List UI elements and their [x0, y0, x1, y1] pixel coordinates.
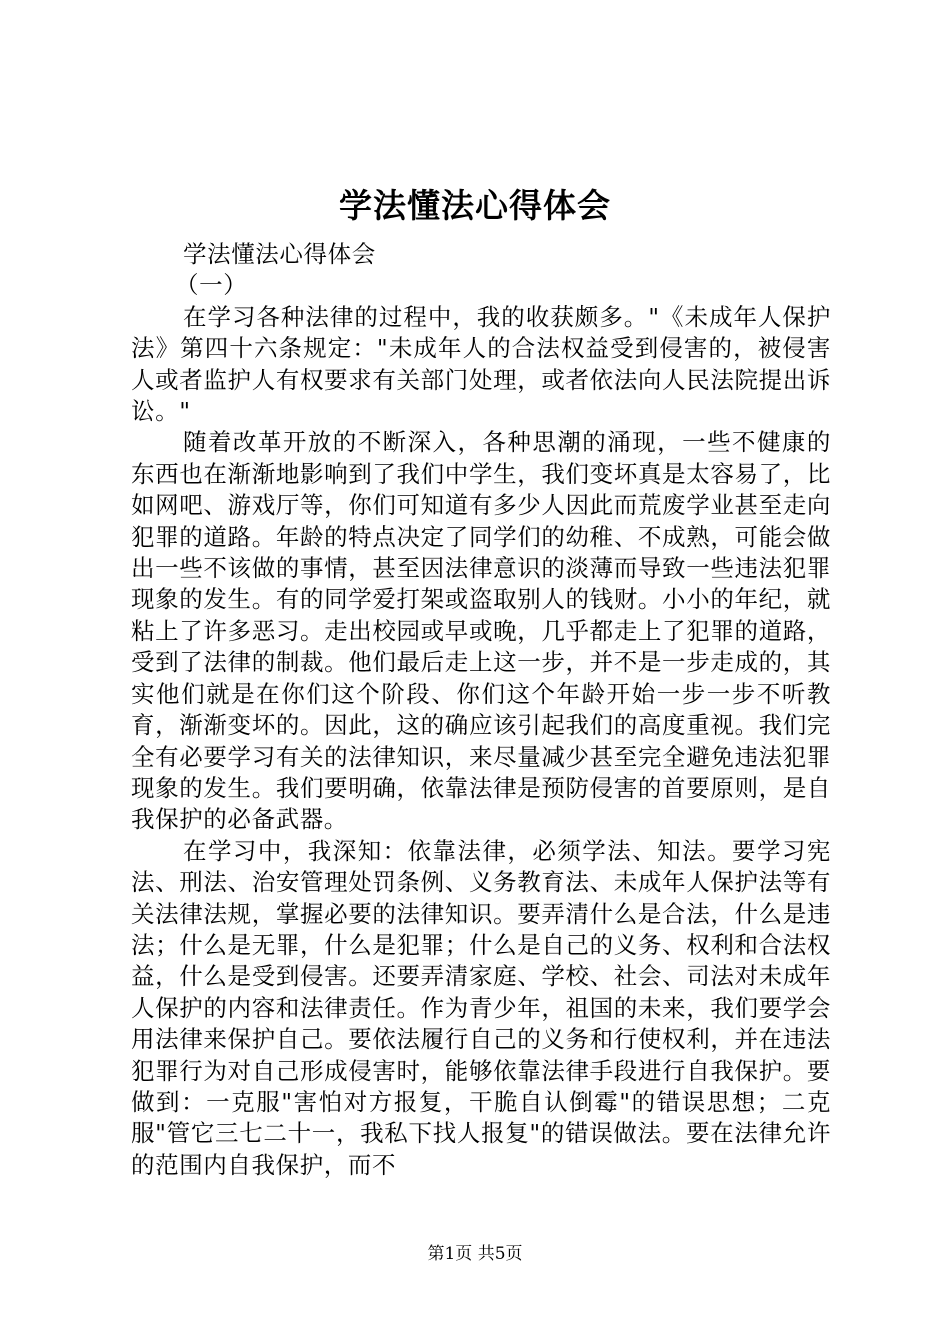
document-title: 学法懂法心得体会: [339, 186, 611, 225]
paragraph-1: 在学习各种法律的过程中，我的收获颇多。"《未成年人保护法》第四十六条规定："未成年人的合法权益受到侵害的，被侵害人或者监护人有权要求有关部门处理，或者依法向人民法院提出诉讼。": [131, 302, 831, 426]
document-body: [131, 239, 831, 1181]
document-subtitle: 学法懂法心得体会: [183, 240, 376, 268]
paragraph-2: 随着改革开放的不断深入，各种思潮的涌现，一些不健康的东西也在渐渐地影响到了我们中学生，我们变坏真是太容易了，比如网吧、游戏厅等，你们可知道有多少人因此而荒废学业甚至走向犯罪的道路。年龄的特点决定了同学们的幼稚、不成熟，可能会做出一些不该做的事情，甚至因法律意识的淡薄而导致一些违法犯罪现象的发生。有的同学爱打架或盗取别人的钱财。小小的年纪，就粘上了许多恶习。走出校园或早或晚，几乎都走上了犯罪的道路，受到了法律的制裁。他们最后走上这一步，并不是一步走成的，其实他们就是在你们这个阶段、你们这个年龄开始一步一步不听教育，渐渐变坏的。因此，这的确应该引起我们的高度重视。我们完全有必要学习有关的法律知识，来尽量减少甚至完全避免违法犯罪现象的发生。我们要明确，依靠法律是预防侵害的首要原则，是自我保护的必备武器。: [131, 428, 831, 834]
page-footer: 第1页 共5页: [427, 1244, 523, 1264]
section-number: （一）: [175, 271, 248, 300]
paragraph-3: 在学习中，我深知：依靠法律，必须学法、知法。要学习宪法、刑法、治安管理处罚条例、义务教育法、未成年人保护法等有关法律法规，掌握必要的法律知识。要弄清什么是合法，什么是违法；什么是无罪，什么是犯罪；什么是自己的义务、权利和合法权益，什么是受到侵害。还要弄清家庭、学校、社会、司法对未成年人保护的内容和法律责任。作为青少年，祖国的未来，我们要学会用法律来保护自己。要依法履行自己的义务和行使权利，并在违法犯罪行为对自己形成侵害时，能够依靠法律手段进行自我保护。要做到：一克服"害怕对方报复，干脆自认倒霉"的错误思想；二克服"管它三七二十一，我私下找人报复"的错误做法。要在法律允许的范围内自我保护，而不: [131, 836, 831, 1179]
